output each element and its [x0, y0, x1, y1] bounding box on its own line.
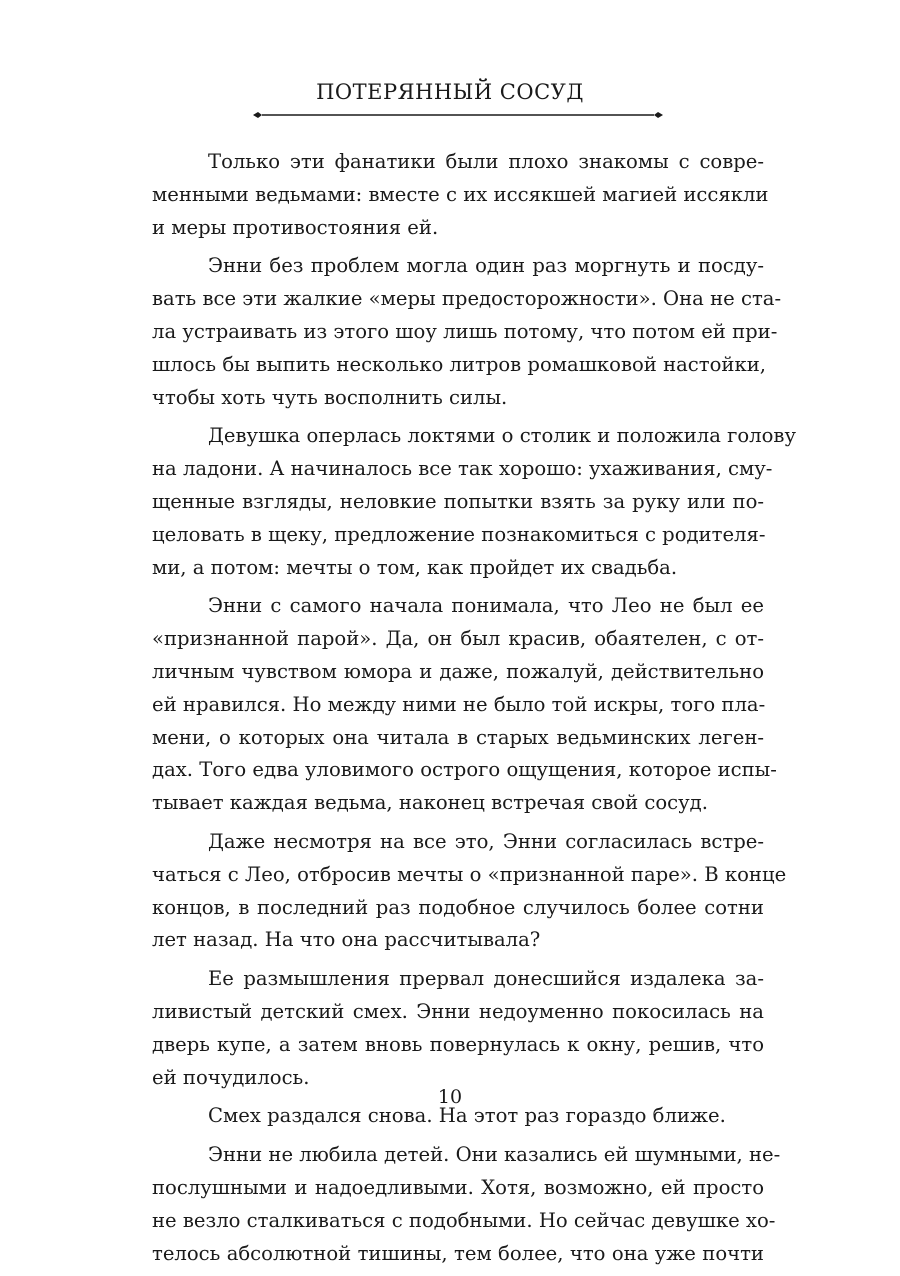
text-line: чаться с Лео, отбросив мечты о «признанной паре». В конце [152, 862, 787, 886]
text-line: лет назад. На что она рассчитывала? [152, 928, 541, 952]
text-line: ми, а потом: мечты о том, как пройдет их свадьба. [152, 555, 678, 579]
text-line: Ее размышления прервал донесшийся издалека за- [208, 967, 764, 991]
text-line: целовать в щеку, предложение познакомиться с родителя- [152, 522, 766, 546]
text-line: дах. Того едва уловимого острого ощущения, которое испы- [152, 758, 777, 782]
text-line: щенные взгляды, неловкие попытки взять за руку или по- [152, 489, 764, 513]
text-line: ливистый детский смех. Энни недоуменно покосилась на [152, 999, 764, 1023]
text-line: концов, в последний раз подобное случилось более сотни [152, 895, 764, 919]
paragraph [152, 146, 769, 244]
text-line: Энни не любила детей. Они казались ей шумными, не- [208, 1143, 781, 1167]
text-line: ей нравился. Но между ними не было той искры, того пла- [152, 692, 766, 716]
running-title: ПОТЕРЯННЫЙ СОСУД [316, 80, 584, 104]
text-line: Энни без проблем могла один раз моргнуть и посду- [208, 254, 764, 278]
text-line: на ладони. А начиналось все так хорошо: ухаживания, сму- [152, 457, 773, 481]
paragraph [152, 963, 764, 1094]
text-line: ла устраивать из этого шоу лишь потому, что потом ей при- [152, 319, 778, 343]
text-line: и меры противостояния ей. [152, 215, 439, 239]
text-line: телось абсолютной тишины, тем более, что она уже почти [152, 1241, 764, 1265]
text-line: Смех раздался снова. На этот раз гораздо ближе. [208, 1104, 726, 1128]
text-line: менными ведьмами: вместе с их иссякшей магией иссякли [152, 182, 769, 206]
text-line: послушными и надоедливыми. Хотя, возможно, ей просто [152, 1175, 764, 1199]
header-rule-ornament [252, 108, 664, 122]
paragraph [152, 250, 782, 414]
text-line: вать все эти жалкие «меры предосторожности». Она не ста- [152, 287, 782, 311]
text-line: Даже несмотря на все это, Энни согласилась встре- [208, 829, 764, 853]
text-line: «признанной парой». Да, он был красив, обаятелен, с от- [152, 627, 764, 651]
paragraph [152, 826, 787, 957]
text-line: Только эти фанатики были плохо знакомы с совре- [208, 150, 764, 173]
text-line: шлось бы выпить несколько литров ромашковой настойки, [152, 352, 767, 376]
text-line: Девушка оперлась локтями о столик и положила голову [208, 424, 796, 448]
page-number: 10 [437, 1086, 463, 1108]
text-line: личным чувством юмора и даже, пожалуй, действительно [152, 659, 764, 683]
text-line: не везло сталкиваться с подобными. Но сейчас девушке хо- [152, 1208, 776, 1232]
text-line: мени, о которых она читала в старых ведьминских леген- [152, 725, 764, 749]
text-line: тывает каждая ведьма, наконец встречая свой сосуд. [152, 791, 708, 815]
paragraph [152, 420, 796, 584]
text-line: дверь купе, а затем вновь повернулась к окну, решив, что [152, 1032, 764, 1056]
text-line: ей почудилось. [152, 1065, 310, 1089]
paragraph [152, 1139, 781, 1270]
text-line: чтобы хоть чуть восполнить силы. [152, 385, 508, 409]
text-line: Энни с самого начала понимала, что Лео не был ее [208, 594, 764, 618]
paragraph [152, 590, 777, 820]
